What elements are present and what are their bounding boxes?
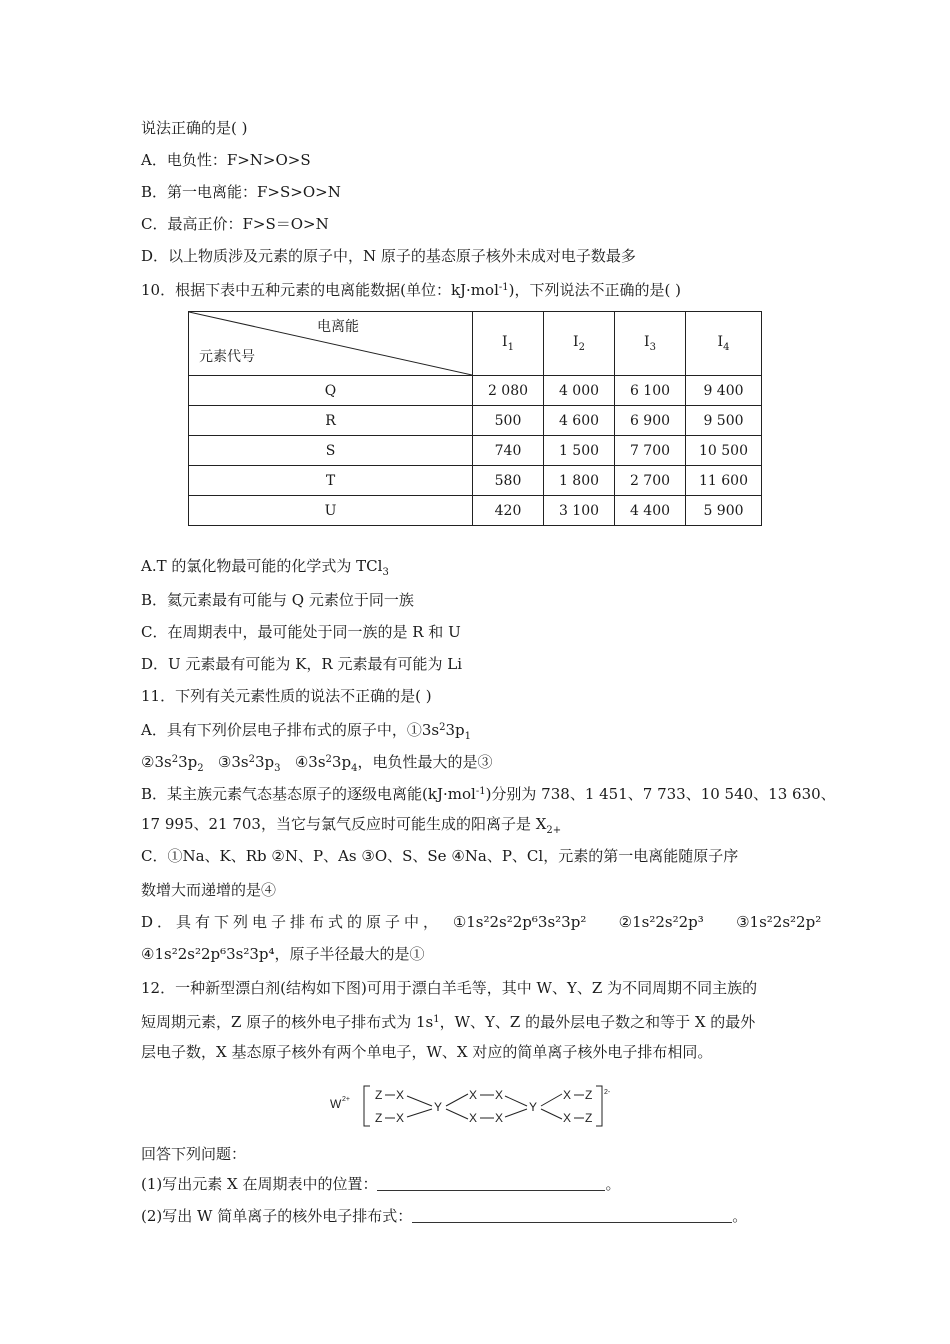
anion-charge: 2-	[604, 1089, 611, 1096]
atom-x: X	[469, 1111, 478, 1125]
element-code: S	[189, 436, 473, 466]
q12-line3: 层电子数，X 基态原子核外有两个单电子，W、X 对应的简单离子核外电子排布相同。	[141, 1043, 713, 1061]
atom-z: Z	[585, 1111, 593, 1125]
table-header-row	[189, 312, 762, 376]
q10-option-d: D．U 元素最有可能为 K，R 元素最有可能为 Li	[141, 655, 463, 673]
table-cell: 2 700	[615, 466, 686, 496]
table-cell: 11 600	[686, 466, 762, 496]
table-row	[189, 406, 762, 436]
q10-option-b: B．氦元素最有可能与 Q 元素位于同一族	[141, 591, 414, 609]
table-cell: 4 000	[544, 376, 615, 406]
header-i3: $I_3$	[615, 312, 686, 376]
atom-z: Z	[375, 1088, 383, 1102]
table-cell: 3 100	[544, 496, 615, 526]
table-row	[189, 466, 762, 496]
q9-option-a: A．电负性：F>N>O>S	[141, 151, 311, 169]
q11-option-a-line2: $②3s^23p_2$ $③3s^23p_3$ $④3s^23p_4$，电负性最大的是③	[141, 753, 493, 774]
answer-blank-2[interactable]	[412, 1208, 732, 1223]
q9-option-c: C．最高正价：F>S＝O>N	[141, 215, 329, 233]
table-row	[189, 496, 762, 526]
table-cell: 10 500	[686, 436, 762, 466]
header-element-code: 元素代号	[199, 349, 255, 365]
table-cell: 6 900	[615, 406, 686, 436]
atom-z: Z	[585, 1088, 593, 1102]
table-cell: 740	[473, 436, 544, 466]
table-cell: 4 600	[544, 406, 615, 436]
q12-line1: 12．一种新型漂白剂(结构如下图)可用于漂白羊毛等，其中 W、Y、Z 为不同周期不同主族的	[141, 979, 758, 997]
header-i2: $I_2$	[544, 312, 615, 376]
table-cell: 4 400	[615, 496, 686, 526]
q12-subquestion-1: (1)写出元素 X 在周期表中的位置： 。	[141, 1175, 621, 1193]
table-cell: 500	[473, 406, 544, 436]
q11-option-c-line1: C．①Na、K、Rb ②N、P、As ③O、S、Se ④Na、P、Cl，元素的第一电离能随原子序	[141, 847, 739, 865]
atom-x: X	[469, 1088, 478, 1102]
cation-charge: 2+	[342, 1096, 350, 1103]
header-i1: $I_1$	[473, 312, 544, 376]
q12-line2: 短周期元素，Z 原子的核外电子排布式为 $1s^1$，W、Y、Z 的最外层电子数之和等于 X 的最外	[141, 1013, 756, 1031]
table-cell: 1 800	[544, 466, 615, 496]
bleach-structure-figure	[328, 1082, 628, 1134]
q9-option-b: B．第一电离能：F>S>O>N	[141, 183, 341, 201]
table-cell: 6 100	[615, 376, 686, 406]
atom-x: X	[396, 1088, 405, 1102]
q12-answer-prompt: 回答下列问题：	[141, 1145, 247, 1163]
header-i4: $I_4$	[686, 312, 762, 376]
cation-w: W	[330, 1097, 342, 1111]
atom-y: Y	[529, 1100, 538, 1114]
q12-subquestion-2: (2)写出 W 简单离子的核外电子排布式： 。	[141, 1207, 748, 1225]
element-code: R	[189, 406, 473, 436]
atom-x: X	[495, 1111, 504, 1125]
element-code: Q	[189, 376, 473, 406]
q11-option-c-line2: 数增大而递增的是④	[141, 881, 277, 899]
q11-option-d-line1: D．具有下列电子排布式的原子中， ①1s²2s²2p⁶3s²3p² ②1s²2s²2p³ ③1s²2s²2p²	[141, 913, 822, 931]
table-cell: 580	[473, 466, 544, 496]
diagonal-header-cell	[189, 312, 473, 376]
q10-option-a: A.T 的氯化物最可能的化学式为 TCl$_3$	[141, 557, 389, 578]
q11-option-b-line1: B．某主族元素气态基态原子的逐级电离能(kJ·mol$^{-1}$)分别为 738、1 451、7 733、10 540、13 630、	[141, 785, 836, 803]
table-cell: 420	[473, 496, 544, 526]
q10-option-c: C．在周期表中，最可能处于同一族的是 R 和 U	[141, 623, 461, 641]
table-cell: 9 500	[686, 406, 762, 436]
ionization-energy-table	[188, 311, 762, 526]
q11-stem: 11．下列有关元素性质的说法不正确的是( )	[141, 687, 432, 705]
left-bracket	[364, 1086, 370, 1126]
q11-option-d-line2: ④1s²2s²2p⁶3s²3p⁴，原子半径最大的是①	[141, 945, 425, 963]
atom-x: X	[563, 1088, 572, 1102]
q10-stem: 10．根据下表中五种元素的电离能数据(单位：kJ·mol$^{-1}$)，下列说法不正确的是( )	[141, 281, 681, 299]
atom-y: Y	[434, 1100, 443, 1114]
q11-option-a-line1: A．具有下列价层电子排布式的原子中，$①3s^23p_1$	[141, 721, 471, 742]
table-cell: 7 700	[615, 436, 686, 466]
atom-x: X	[563, 1111, 572, 1125]
table-cell: 1 500	[544, 436, 615, 466]
q11-option-b-line2: 17 995、21 703，当它与氯气反应时可能生成的阳离子是 $X_{2+}$	[141, 815, 562, 836]
q9-option-d: D．以上物质涉及元素的原子中，N 原子的基态原子核外未成对电子数最多	[141, 247, 636, 265]
element-code: T	[189, 466, 473, 496]
element-code: U	[189, 496, 473, 526]
right-bracket	[596, 1086, 602, 1126]
table-row	[189, 376, 762, 406]
atom-x: X	[396, 1111, 405, 1125]
table-cell: 5 900	[686, 496, 762, 526]
answer-blank-1[interactable]	[377, 1176, 605, 1191]
table-cell: 9 400	[686, 376, 762, 406]
table-row	[189, 436, 762, 466]
atom-z: Z	[375, 1111, 383, 1125]
atom-x: X	[495, 1088, 504, 1102]
table-cell: 2 080	[473, 376, 544, 406]
header-ionization-energy: 电离能	[317, 319, 359, 335]
q9-stem: 说法正确的是( )	[141, 119, 248, 137]
